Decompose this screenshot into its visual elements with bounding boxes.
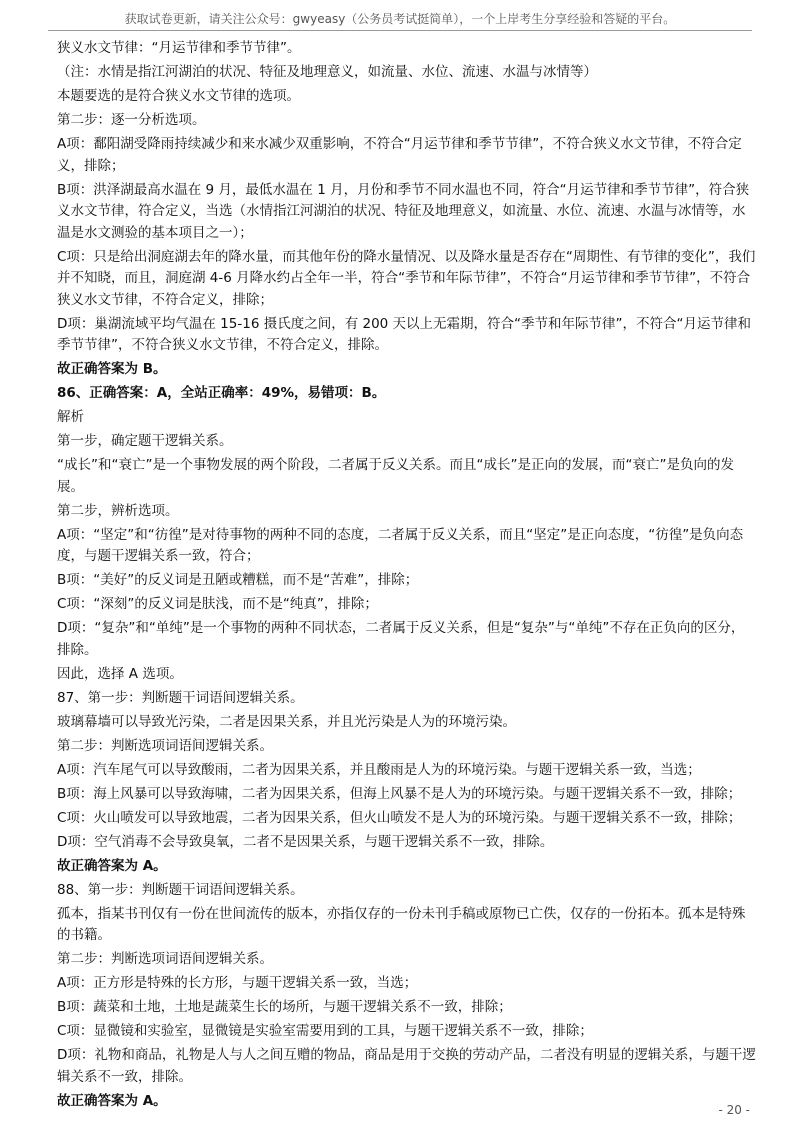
paragraph: C项：只是给出洞庭湖去年的降水量，而其他年份的降水量情况、以及降水量是否存在“周期性、有节律的变化”，我们并不知晓，而且，洞庭湖 4-6 月降水约占全年一半，符合“季节和年际节律”，不符合“月运节律和季节节律”，不符合狭义水文节律，不符合定义，排除； <box>57 248 756 308</box>
paragraph: “成长”和“衰亡”是一个事物发展的两个阶段，二者属于反义关系。而且“成长”是正向的发展，而“衰亡”是负向的发展。 <box>57 457 734 495</box>
answer-line: 故正确答案为 B。 <box>57 361 167 377</box>
answer-line: 故正确答案为 A。 <box>57 1092 167 1109</box>
paragraph: 玻璃幕墙可以导致光污染，二者是因果关系，并且光污染是人为的环境污染。 <box>57 713 516 730</box>
paragraph: （注：水情是指江河湖泊的状况、特征及地理意义，如流量、水位、流速、水温与冰情等） <box>57 64 597 80</box>
paragraph: 第二步，辨析选项。 <box>57 502 179 519</box>
paragraph: D项：“复杂”和“单纯”是一个事物的两种不同状态，二者属于反义关系，但是“复杂”与“单纯”不存在正负向的区分，排除。 <box>57 620 745 658</box>
paragraph: 孤本，指某书刊仅有一份在世间流传的版本，亦指仅存的一份未刊手稿或原物已亡佚，仅存的一份拓本。孤本是特殊的书籍。 <box>57 905 746 943</box>
answer-line: 86、正确答案：A，全站正确率：49%，易错项：B。 <box>57 385 386 401</box>
paragraph: C项：“深刻”的反义词是肤浅，而不是“纯真”，排除； <box>57 596 378 612</box>
paragraph: 因此，选择 A 选项。 <box>57 665 183 682</box>
paragraph: A项：汽车尾气可以导致酸雨，二者为因果关系，并且酸雨是人为的环境污染。与题干逻辑关系一致，当选； <box>57 761 701 778</box>
paragraph: 本题要选的是符合狭义水文节律的选项。 <box>57 88 300 104</box>
answer-line: 故正确答案为 A。 <box>57 857 167 874</box>
paragraph: 第二步：判断选项词语间逻辑关系。 <box>57 951 273 967</box>
paragraph: 88、第一步：判断题干词语间逻辑关系。 <box>57 881 304 898</box>
document-body <box>57 38 757 1115</box>
paragraph: 第一步，确定题干逻辑关系。 <box>57 433 233 449</box>
paragraph: 第二步：判断选项词语间逻辑关系。 <box>57 737 273 754</box>
paragraph: C项：火山喷发可以导致地震，二者为因果关系，但火山喷发不是人为的环境污染。与题干逻辑关系不一致，排除； <box>57 809 742 826</box>
paragraph: C项：显微镜和实验室，显微镜是实验室需要用到的工具，与题干逻辑关系不一致，排除； <box>57 1023 593 1039</box>
paragraph: A项：“坚定”和“彷徨”是对待事物的两种不同的态度，二者属于反义关系，而且“坚定”是正向态度，“彷徨”是负向态度，与题干逻辑关系一致，符合； <box>57 526 744 564</box>
header-divider <box>48 30 752 31</box>
paragraph: D项：巢湖流域平均气温在 15-16 摄氏度之间，有 200 天以上无霜期，符合“季节和年际节律”，不符合“月运节律和季节节律”，不符合狭义水文节律，不符合定义，排除。 <box>57 315 752 353</box>
paragraph: B项：海上风暴可以导致海啸，二者为因果关系，但海上风暴不是人为的环境污染。与题干逻辑关系不一致，排除； <box>57 785 742 802</box>
paragraph: A项：正方形是特殊的长方形，与题干逻辑关系一致，当选； <box>57 975 418 991</box>
paragraph: 解析 <box>57 409 84 425</box>
page-number: - 20 - <box>718 1103 750 1117</box>
paragraph: 狭义水文节律：“月运节律和季节节律”。 <box>57 40 301 56</box>
paragraph: A项：鄱阳湖受降雨持续减少和来水减少双重影响，不符合“月运节律和季节节律”，不符合狭义水文节律，不符合定义，排除； <box>57 136 742 174</box>
paragraph: B项：“美好”的反义词是丑陋或糟糕，而不是“苦难”，排除； <box>57 572 419 588</box>
paragraph: 87、第一步：判断题干词语间逻辑关系。 <box>57 689 304 706</box>
paragraph: D项：空气消毒不会导致臭氧，二者不是因果关系，与题干逻辑关系不一致，排除。 <box>57 833 554 850</box>
paragraph: D项：礼物和商品，礼物是人与人之间互赠的物品，商品是用于交换的劳动产品，二者没有明显的逻辑关系，与题干逻辑关系不一致，排除。 <box>57 1047 756 1085</box>
paragraph: B项：蔬菜和土地，土地是蔬菜生长的场所，与题干逻辑关系不一致，排除； <box>57 999 512 1015</box>
paragraph: B项：洪泽湖最高水温在 9 月，最低水温在 1 月，月份和季节不同水温也不同，符合“月运节律和季节节律”，符合狭义水文节律，符合定义，当选（水情指江河湖泊的状况、特征及地理意义，如流量、水位、流速、水温与冰情等，水温是水文测验的基本项目之一）； <box>57 181 750 241</box>
paragraph: 第二步：逐一分析选项。 <box>57 112 206 128</box>
page-header: 获取试卷更新，请关注公众号：gwyeasy（公务员考试挺简单），一个上岸考生分享经验和答疑的平台。 <box>124 12 676 26</box>
